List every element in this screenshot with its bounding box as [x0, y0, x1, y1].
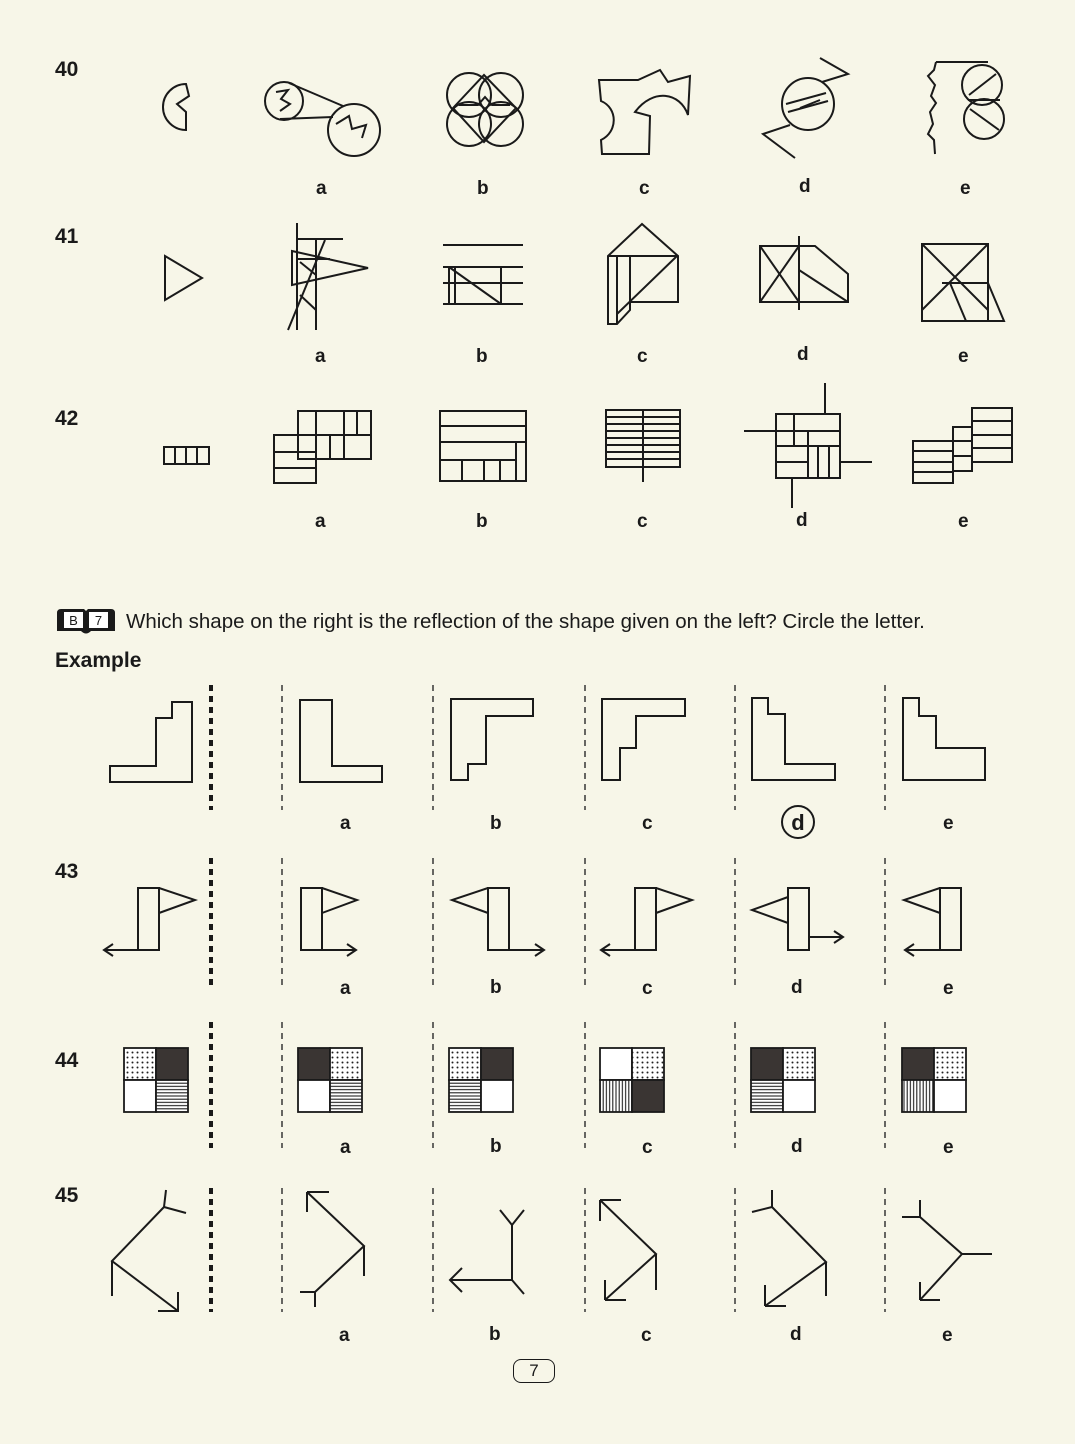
question-number-41: 41: [55, 225, 79, 248]
example-option-e[interactable]: [903, 698, 985, 780]
option-label-b[interactable]: b: [476, 511, 488, 532]
q42-option-d[interactable]: [744, 383, 872, 508]
q42-option-c[interactable]: [606, 410, 680, 482]
option-label-c[interactable]: c: [642, 1137, 653, 1158]
q45-option-a[interactable]: [300, 1192, 364, 1307]
q43-option-d[interactable]: [752, 888, 843, 950]
q43-option-e[interactable]: [904, 888, 961, 956]
q41-option-a[interactable]: [288, 223, 368, 330]
q44-option-d[interactable]: [751, 1048, 815, 1112]
q44-option-a[interactable]: [298, 1048, 362, 1112]
option-label-e[interactable]: e: [943, 813, 954, 834]
question-number-45: 45: [55, 1184, 79, 1207]
option-label-a[interactable]: a: [340, 1137, 351, 1158]
option-label-a[interactable]: a: [339, 1325, 350, 1346]
option-label-b[interactable]: b: [476, 346, 488, 367]
q42-option-a[interactable]: [274, 411, 371, 483]
option-label-c[interactable]: c: [637, 511, 648, 532]
q42-option-b[interactable]: [440, 411, 526, 481]
book-icon-badge: [55, 605, 117, 637]
option-label-e[interactable]: e: [960, 178, 971, 199]
option-label-d[interactable]: d: [791, 977, 803, 998]
q43-option-a[interactable]: [301, 888, 357, 956]
option-label-e[interactable]: e: [943, 978, 954, 999]
option-label-b[interactable]: b: [490, 813, 502, 834]
q40-option-c[interactable]: [599, 70, 690, 154]
example-given-shape: [110, 702, 192, 782]
option-label-d[interactable]: d: [796, 510, 808, 531]
option-label-c[interactable]: c: [641, 1325, 652, 1346]
q44-option-c[interactable]: [600, 1048, 664, 1112]
option-label-b[interactable]: b: [477, 178, 489, 199]
q41-option-e[interactable]: [922, 244, 1004, 321]
q42-option-e[interactable]: [913, 408, 1012, 483]
option-label-c[interactable]: c: [642, 813, 653, 834]
option-label-a[interactable]: a: [340, 978, 351, 999]
option-label-e[interactable]: e: [942, 1325, 953, 1346]
option-label-c[interactable]: c: [637, 346, 648, 367]
example-option-b[interactable]: [451, 699, 533, 780]
option-label-b[interactable]: b: [490, 977, 502, 998]
q45-option-e[interactable]: [902, 1200, 992, 1300]
example-option-c[interactable]: [602, 699, 685, 780]
q41-option-d[interactable]: [760, 236, 848, 310]
q45-option-d[interactable]: [752, 1190, 826, 1306]
q45-option-c[interactable]: [600, 1200, 656, 1300]
q44-given-shape: [124, 1048, 188, 1112]
q42-given-shape: [164, 447, 209, 464]
option-label-a[interactable]: a: [315, 511, 326, 532]
example-option-d[interactable]: [752, 698, 835, 780]
q41-option-b[interactable]: [443, 245, 523, 304]
option-label-d[interactable]: d: [797, 344, 809, 365]
q45-given-shape: [112, 1190, 186, 1311]
badge-right-text: 7: [94, 613, 103, 628]
q43-option-b[interactable]: [452, 888, 544, 956]
example-heading: Example: [55, 649, 142, 672]
option-label-c[interactable]: c: [639, 178, 650, 199]
q41-given-shape: [165, 256, 202, 300]
q40-option-d[interactable]: [763, 58, 848, 158]
section-instruction: Which shape on the right is the reflection of the shape given on the left? Circle the letter.: [126, 610, 925, 633]
option-label-a[interactable]: a: [316, 178, 327, 199]
option-label-d[interactable]: d: [799, 176, 811, 197]
option-label-a[interactable]: a: [315, 346, 326, 367]
question-number-42: 42: [55, 407, 79, 430]
q43-option-c[interactable]: [601, 888, 692, 956]
q40-option-b[interactable]: [447, 73, 523, 146]
q40-given-shape: [163, 84, 189, 130]
option-label-a[interactable]: a: [340, 813, 351, 834]
example-option-a[interactable]: [300, 700, 382, 782]
option-label-e[interactable]: e: [958, 511, 969, 532]
option-label-b[interactable]: b: [489, 1324, 501, 1345]
q40-option-e[interactable]: [928, 62, 1004, 154]
question-number-44: 44: [55, 1049, 79, 1072]
q41-option-c[interactable]: [608, 224, 678, 324]
q40-option-a[interactable]: [265, 82, 380, 156]
option-label-e[interactable]: e: [943, 1137, 954, 1158]
q43-given-shape: [104, 888, 195, 956]
example-answer-circled[interactable]: d: [781, 805, 815, 839]
question-number-40: 40: [55, 58, 79, 81]
badge-left-text: B: [69, 613, 78, 628]
option-label-e[interactable]: e: [958, 346, 969, 367]
page-number: 7: [513, 1359, 555, 1383]
q44-option-b[interactable]: [449, 1048, 513, 1112]
option-label-d[interactable]: d: [790, 1324, 802, 1345]
option-label-c[interactable]: c: [642, 978, 653, 999]
q45-option-b[interactable]: [450, 1210, 524, 1294]
question-number-43: 43: [55, 860, 79, 883]
q44-option-e[interactable]: [902, 1048, 966, 1112]
option-label-d[interactable]: d: [791, 1136, 803, 1157]
option-label-b[interactable]: b: [490, 1136, 502, 1157]
